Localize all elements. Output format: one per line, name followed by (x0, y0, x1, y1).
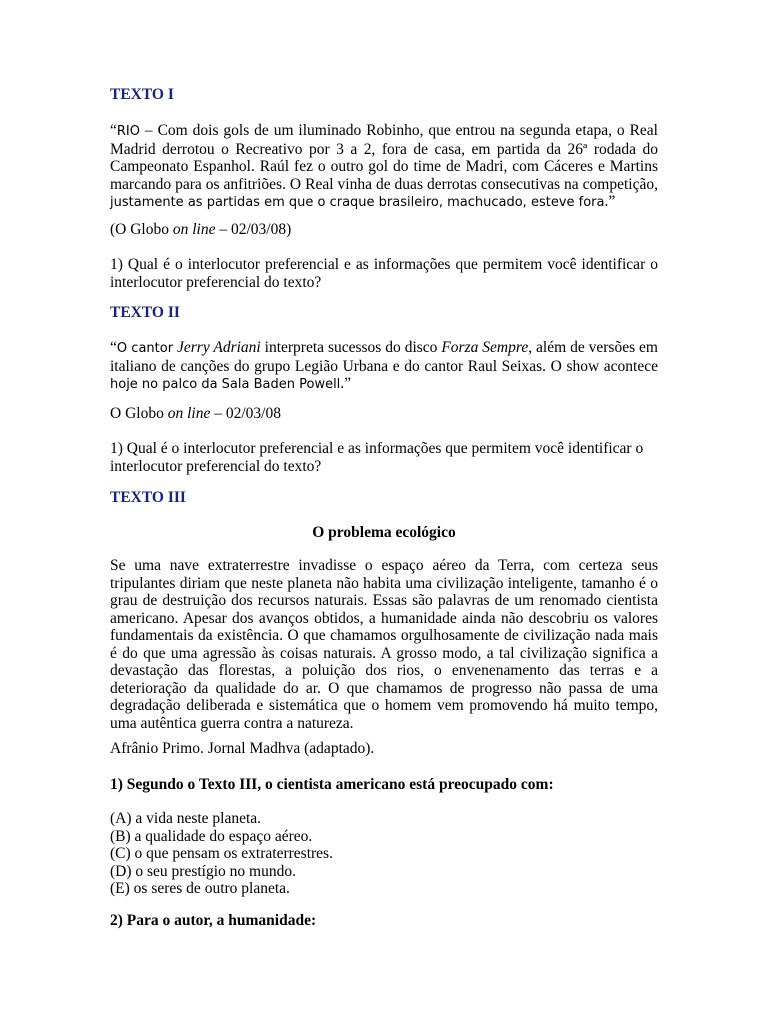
texto2-quote-open: “ (110, 339, 117, 356)
texto3-source: Afrânio Primo. Jornal Madhva (adaptado). (110, 740, 375, 757)
texto2-source (110, 405, 658, 423)
texto1-quote-sans-1: RIO (116, 124, 140, 139)
texto1-quote (110, 122, 658, 212)
texto3-q2: 2) Para o autor, a humanidade: (110, 912, 317, 929)
option-a: (A) a vida neste planeta. (110, 810, 262, 827)
texto1-source-em: on line (172, 221, 216, 238)
texto3-body: Se uma nave extraterrestre invadisse o espaço aéreo da Terra, com certeza seus tripulantes diriam que neste planeta não habita uma civilização inteligente, tamanho é o grau de destruição dos recursos naturais. Essas são palavras de um renomado cientista americano. Apesar dos avanços obtidos, a humanidade ainda não descobriu os valores fundamentais da existência. O que chamamos orgulhosamente de civilização nada mais é do que uma agressão às coisas naturais. A grosso modo, a tal civilização significa a devastação das florestas, a poluição dos rios, o envenenamento das terras e a deterioração da qualidade do ar. O que chamamos de progresso não passa de uma degradação deliberada e sistemática que o homem vem promovendo há muito tempo, uma autêntica guerra contra a natureza. (110, 557, 658, 732)
texto3-q1-options (110, 810, 658, 898)
texto2-quote-body: , além de versões em italiano de canções do grupo Legião Urbana e do cantor Raul Seixas. O show acontece (110, 339, 658, 375)
texto2-quote (110, 339, 658, 394)
texto2-quote-em-2: Forza Sempre (441, 339, 529, 356)
texto2-question: 1) Qual é o interlocutor preferencial e as informações que permitem você identificar o interlocutor preferencial do texto? (110, 440, 644, 475)
texto2-source-post: – 02/03/08 (210, 405, 281, 422)
texto2-source-pre: O Globo (110, 405, 168, 422)
option-c: (C) o que pensam os extraterrestres. (110, 845, 333, 862)
texto1-quote-close: .” (604, 193, 616, 210)
texto1-quote-open: “ (110, 122, 117, 139)
texto1-question: 1) Qual é o interlocutor preferencial e as informações que permitem você identificar o interlocutor preferencial do texto? (110, 256, 658, 291)
texto3-title: O problema ecológico (312, 524, 456, 541)
option-d: (D) o seu prestígio no mundo. (110, 862, 296, 880)
texto1-source (110, 221, 658, 239)
texto1-quote-body: – Com dois gols de um iluminado Robinho, que entrou na segunda etapa, o Real Madrid derrotou o Recreativo por 3 a 2, fora de casa, em partida da 26ª rodada do Campeonato Espanhol. Raúl fez o outro gol do time de Madri, com Cáceres e Martins marcando para os anfitriões. O Real vinha de duas derrotas consecutivas na competição, (110, 122, 658, 193)
texto1-source-post: – 02/03/08) (215, 221, 292, 238)
texto3-heading: TEXTO III (110, 489, 186, 506)
option-b: (B) a qualidade do espaço aéreo. (110, 827, 313, 845)
texto2-quote-close: .” (340, 375, 352, 392)
texto2-quote-mid: interpreta sucessos do disco (260, 339, 442, 356)
texto2-quote-em-1: Jerry Adriani (177, 339, 261, 356)
texto2-source-em: on line (167, 405, 211, 422)
texto2-quote-sans-2: hoje no palco da Sala Baden Powell (110, 377, 341, 392)
texto1-heading: TEXTO I (110, 86, 174, 103)
texto2-heading: TEXTO II (110, 304, 180, 321)
option-e: (E) os seres de outro planeta. (110, 880, 290, 897)
texto2-quote-sans-1: O cantor (116, 341, 174, 356)
texto1-source-pre: (O Globo (110, 221, 173, 238)
texto1-quote-sans-2: justamente as partidas em que o craque brasileiro, machucado, esteve fora (110, 195, 605, 210)
texto3-q1: 1) Segundo o Texto III, o cientista americano está preocupado com: (110, 776, 554, 793)
